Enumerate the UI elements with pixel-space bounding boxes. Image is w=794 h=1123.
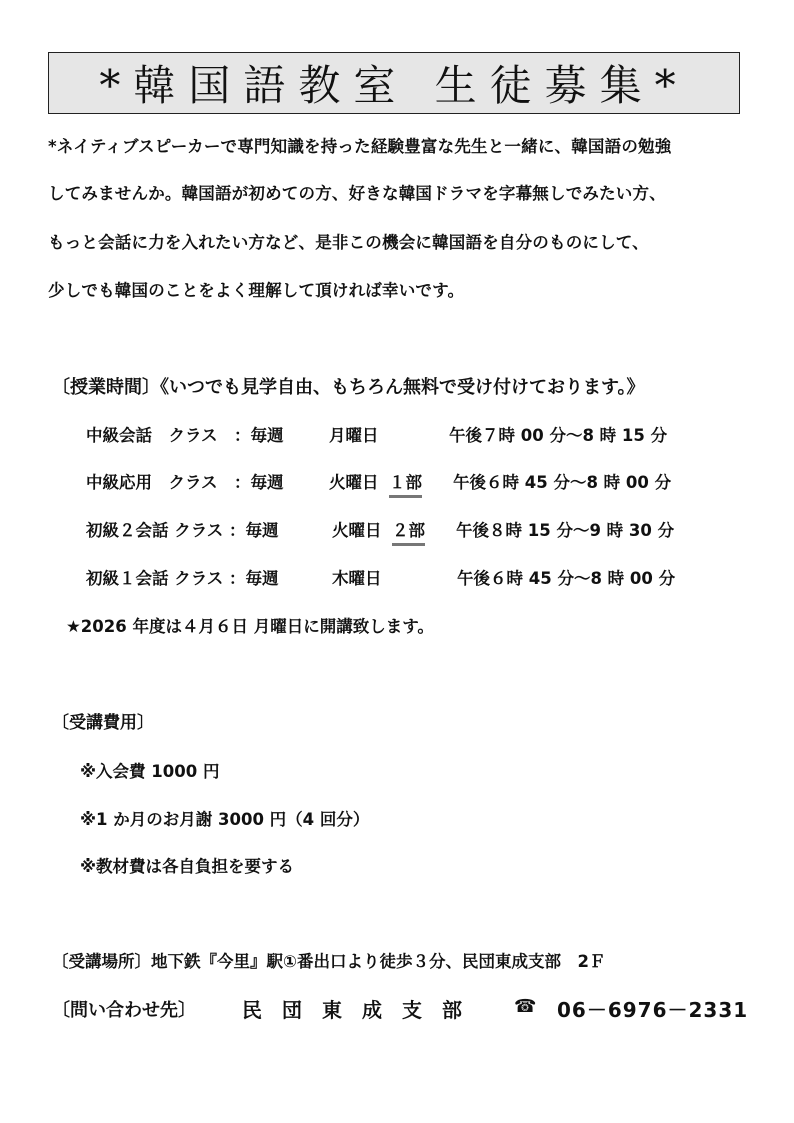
intro-line-2: してみませんか。韓国語が初めての方、好きな韓国ドラマを字幕無しでみたい方、 [48, 184, 666, 203]
class-name: 初級１会話 クラス ：毎週 [86, 569, 279, 588]
title-banner [48, 52, 740, 114]
schedule-heading: 〔授業時間〕《いつでも見学自由、もちろん無料で受け付けております。》 [52, 377, 645, 398]
class-name: 中級応用 クラス ：毎週 [86, 473, 284, 492]
class-time: 午後７時 00 分～8 時 15 分 [449, 426, 668, 445]
page-title: *韓国語教室 生徒募集* [99, 61, 689, 110]
venue-text: 〔受講場所〕地下鉄『今里』駅①番出口より徒歩３分、民団東成支部 2Ｆ [52, 952, 606, 971]
contact-label: 〔問い合わせ先〕 [52, 1000, 196, 1021]
fee-item: ※入会費 1000 円 [80, 762, 220, 781]
class-name: 中級会話 クラス ：毎週 [86, 426, 284, 445]
class-day: 月曜日 [329, 426, 379, 445]
class-time: 午後６時 45 分～8 時 00 分 [457, 569, 676, 588]
fees-heading: 〔受講費用〕 [52, 713, 154, 733]
class-time: 午後６時 45 分～8 時 00 分 [453, 473, 672, 492]
class-day: 木曜日 [332, 569, 382, 588]
class-name: 初級２会話 クラス ：毎週 [86, 521, 279, 540]
fee-item: ※1 か月のお月謝 3000 円（4 回分） [80, 810, 370, 829]
start-date-note: ★2026 年度は４月６日 月曜日に開講致します。 [66, 617, 434, 636]
intro-line-3: もっと会話に力を入れたい方など、是非この機会に韓国語を自分のものにして、 [48, 233, 649, 252]
intro-line-1: *ネイティブスピーカーで専門知識を持った経験豊富な先生と一緒に、韓国語の勉強 [48, 137, 672, 156]
class-day: 火曜日 [332, 521, 382, 540]
phone-number: 06－6976－2331 [557, 998, 749, 1022]
class-day: 火曜日 [329, 473, 379, 492]
class-part: １部 [389, 469, 422, 498]
class-part: ２部 [392, 517, 425, 546]
phone-icon: ☎ [514, 996, 537, 1017]
contact-name: 民団東成支部 [242, 998, 482, 1022]
fee-item: ※教材費は各自負担を要する [80, 857, 295, 876]
intro-line-4: 少しでも韓国のことをよく理解して頂ければ幸いです。 [48, 281, 465, 300]
class-time: 午後８時 15 分～9 時 30 分 [456, 521, 675, 540]
